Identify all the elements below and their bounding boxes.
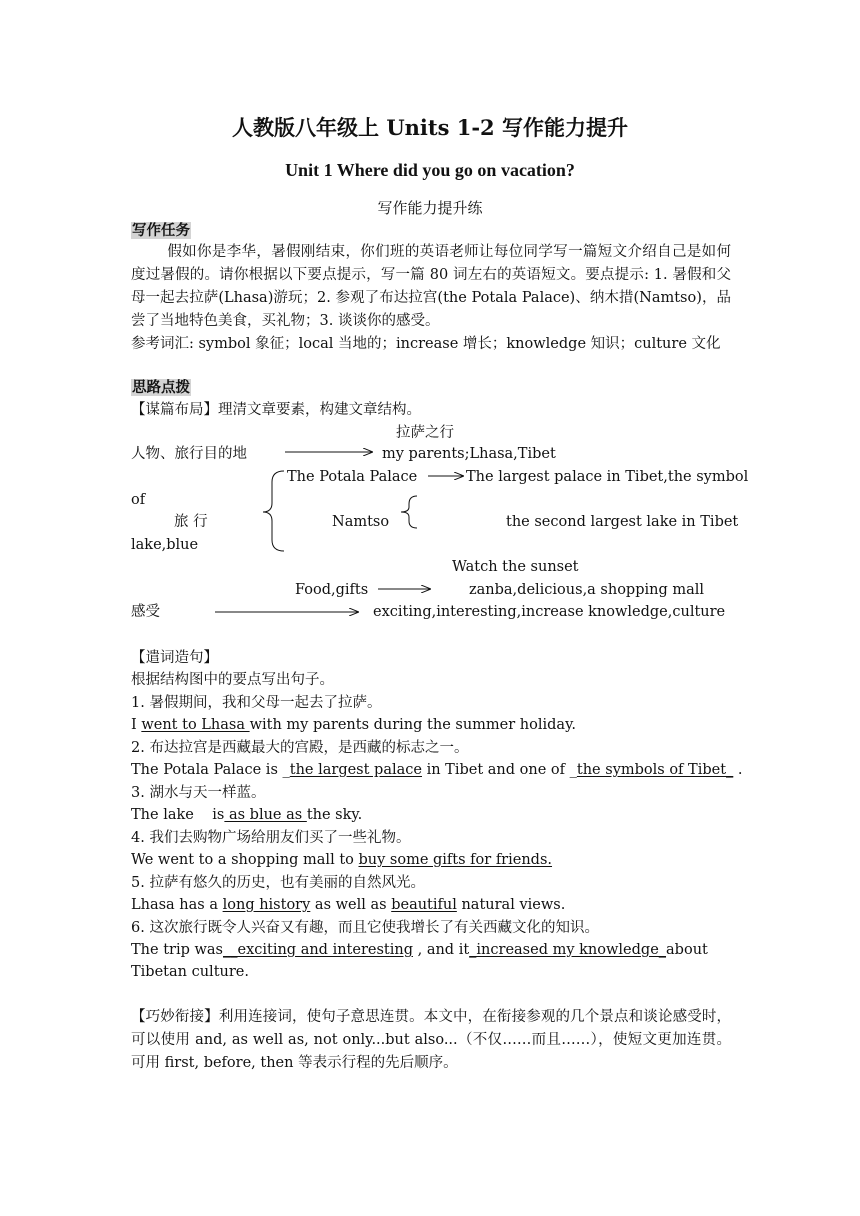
sentences-title: 【遣词造句】 — [131, 650, 218, 666]
sentence-5-cn: 5. 拉萨有悠久的历史，也有美丽的自然风光。 — [131, 875, 425, 891]
answer-6a: __exciting and interesting — [222, 942, 413, 958]
potala-detail: The largest palace in Tibet,the symbol — [466, 469, 749, 485]
trip-title: 拉萨之行 — [396, 425, 454, 441]
answer-2b: the symbols of Tibet_ — [576, 762, 734, 778]
tips-label: 思路点拨 — [132, 379, 190, 396]
sentence-2-cn: 2. 布达拉宫是西藏最大的宫殿，是西藏的标志之一。 — [131, 740, 469, 756]
people-label: 人物、旅行目的地 — [131, 446, 247, 462]
answer-4: buy some gifts for friends. — [358, 852, 553, 868]
sentence-4-en: We went to a shopping mall to buy some gifts for friends. — [131, 852, 553, 868]
page-title: 人教版八年级上 Units 1-2 写作能力提升 — [232, 115, 628, 140]
task-text: 假如你是李华，暑假刚结束，你们班的英语老师让每位同学写一篇短文介绍自己是如何度过暑假的。请你根据以下要点提示，写一篇 80 词左右的英语短文。要点提示: 1. 暑假和父母一起去拉萨(Lhasa)游玩；2. 参观了布达拉宫(the Potala Palace)、纳木措(Namtso)，品尝了当地特色美食，买礼物；3. 谈谈你的感受。 — [131, 244, 731, 329]
namtso-detail: the second largest lake in Tibet — [506, 514, 739, 530]
feeling-detail: exciting,interesting,increase knowledge,culture — [373, 604, 726, 620]
namtso-detail-wrap: lake,blue — [131, 537, 199, 553]
namtso-brace — [401, 496, 417, 528]
answer-5b: beautiful — [391, 897, 457, 913]
potala-detail-wrap: of — [131, 492, 146, 508]
sentence-1-en: I went to Lhasa with my parents during the summer holiday. — [131, 717, 576, 733]
feeling-label: 感受 — [131, 604, 160, 620]
namtso-sunset: Watch the sunset — [452, 559, 579, 575]
sentence-5-en: Lhasa has a long history as well as beautiful natural views. — [131, 897, 566, 913]
sentence-1-cn: 1. 暑假期间，我和父母一起去了拉萨。 — [131, 695, 382, 711]
travel-brace — [263, 471, 284, 551]
answer-6b: _increased my knowledge_ — [469, 942, 667, 958]
sentence-6-en-wrap: Tibetan culture. — [131, 964, 249, 980]
sentence-3-cn: 3. 湖水与天一样蓝。 — [131, 785, 266, 801]
section-title: 写作能力提升练 — [377, 199, 483, 217]
unit-subtitle: Unit 1 Where did you go on vacation? — [285, 160, 575, 180]
answer-5a: long history — [222, 897, 311, 913]
food-detail: zanba,delicious,a shopping mall — [469, 582, 705, 598]
food-label: Food,gifts — [295, 582, 369, 598]
sentences-intro: 根据结构图中的要点写出句子。 — [131, 672, 334, 688]
potala-label: The Potala Palace — [287, 469, 418, 485]
sentence-3-en: The lake is as blue as the sky. — [131, 807, 363, 823]
answer-3: as blue as — [224, 807, 307, 823]
sentence-2-en: The Potala Palace is _the largest palace in Tibet and one of _the symbols of Tibet_ . — [131, 762, 743, 778]
people-value: my parents;Lhasa,Tibet — [382, 446, 556, 462]
sentence-4-cn: 4. 我们去购物广场给朋友们买了一些礼物。 — [131, 830, 411, 846]
linking-paragraph: 【巧妙衔接】利用连接词，使句子意思连贯。本文中，在衔接参观的几个景点和谈论感受时，可以使用 and, as well as, not only...but also...（不仅……而且……），使短文更加连贯。可用 first, before, then 等表示行程的先后顺序。 — [131, 1009, 731, 1071]
sentence-6-en: The trip was__exciting and interesting , and it_increased my knowledge_about — [131, 942, 708, 958]
task-label: 写作任务 — [132, 222, 190, 239]
layout-title: 【谋篇布局】理清文章要素，构建文章结构。 — [131, 402, 421, 418]
sentence-6-cn: 6. 这次旅行既令人兴奋又有趣，而且它使我增长了有关西藏文化的知识。 — [131, 920, 599, 936]
answer-1: went to Lhasa — [141, 717, 250, 733]
namtso-label: Namtso — [332, 514, 390, 530]
travel-label: 旅 行 — [174, 514, 208, 530]
vocab-paragraph: 参考词汇: symbol 象征；local 当地的；increase 增长；knowledge 知识；culture 文化 — [131, 336, 721, 352]
answer-2a: the largest palace — [289, 762, 422, 778]
